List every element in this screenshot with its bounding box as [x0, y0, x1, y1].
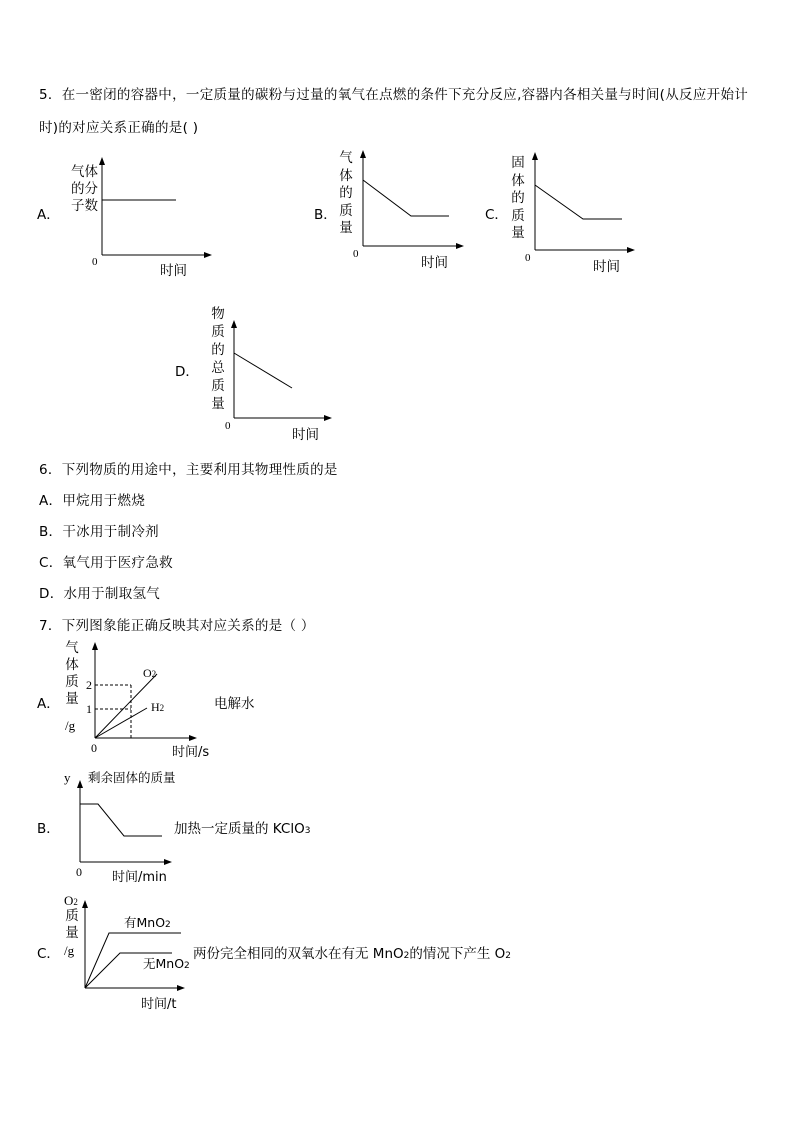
q5-d-graph: [226, 318, 338, 422]
q7-a-xlabel: 时间/s: [172, 745, 210, 760]
q5-b-origin: 0: [353, 248, 359, 260]
q7-a-ylabel-unit: /g: [65, 718, 76, 733]
q7-b-caption: 加热一定质量的 KClO3: [174, 821, 311, 837]
q5-stem-line1: 5．在一密闭的容器中，一定质量的碳粉与过量的氧气在点燃的条件下充分反应,容器内各相关量与时间(从反应开始计: [39, 87, 749, 103]
q7-a-tick-1: 1: [86, 702, 92, 716]
q7-c-xlabel: 时间/t: [141, 997, 177, 1012]
q7-b-origin: 0: [76, 865, 82, 879]
q7-b-ylabel: 剩余固体的质量: [88, 770, 176, 785]
q6-option-d: D．水用于制取氢气: [39, 586, 161, 602]
q6-stem: 6．下列物质的用途中，主要利用其物理性质的是: [39, 462, 338, 478]
q7-b-xlabel: 时间/min: [112, 870, 167, 885]
q6-option-a: A．甲烷用于燃烧: [39, 493, 146, 509]
q5-stem-line2: 时)的对应关系正确的是( ): [39, 120, 199, 136]
q7-a-line-o2: O2: [143, 666, 157, 680]
q5-option-a-letter: A．: [37, 207, 60, 223]
q7-c-ylabel: 质量: [65, 908, 79, 941]
q7-c-ylabel-top: O2: [64, 893, 78, 908]
q6-option-c: C．氧气用于医疗急救: [39, 555, 173, 571]
q5-c-origin: 0: [525, 252, 531, 264]
q7-c-with-label: 有MnO2: [124, 915, 171, 930]
q5-a-origin: 0: [92, 256, 98, 268]
q5-a-graph: [90, 155, 215, 260]
q7-option-c-letter: C．: [37, 946, 60, 962]
q7-b-graph: [72, 778, 172, 866]
q7-a-graph: [85, 640, 205, 742]
q5-c-graph: [527, 150, 642, 254]
q5-a-ylabel: 气体 的分 子数: [71, 164, 98, 214]
q7-c-caption: 两份完全相同的双氧水在有无 MnO2的情况下产生 O2: [193, 946, 512, 962]
q7-option-b-letter: B．: [37, 821, 60, 837]
q5-option-d-letter: D．: [175, 364, 199, 380]
q5-a-xlabel: 时间: [160, 263, 187, 279]
q7-c-without-label: 无MnO2: [143, 956, 190, 971]
q6-option-b: B．干冰用于制冷剂: [39, 524, 159, 540]
q5-d-ylabel: 物质的总质量: [211, 306, 225, 412]
q5-d-xlabel: 时间: [292, 427, 319, 443]
q5-c-xlabel: 时间: [593, 259, 620, 275]
q7-c-ylabel-unit: /g: [64, 943, 75, 958]
q5-b-ylabel: 气体的质量: [339, 150, 353, 236]
q7-a-origin: 0: [91, 741, 97, 755]
q7-a-tick-2: 2: [86, 678, 92, 692]
q7-b-yaxis: y: [64, 770, 71, 785]
q5-c-ylabel: 固体的质量: [511, 155, 525, 241]
q7-a-caption: 电解水: [214, 696, 255, 712]
q7-option-a-letter: A．: [37, 696, 60, 712]
q7-stem: 7．下列图象能正确反映其对应关系的是（ ）: [39, 618, 315, 634]
q5-b-graph: [355, 148, 470, 250]
q7-a-ylabel: 气体质量: [65, 640, 79, 707]
q5-b-xlabel: 时间: [421, 255, 448, 271]
q5-d-origin: 0: [225, 420, 231, 432]
q5-option-b-letter: B．: [314, 207, 337, 223]
q5-option-c-letter: C．: [485, 207, 508, 223]
q7-a-line-h2: H2: [151, 700, 165, 714]
